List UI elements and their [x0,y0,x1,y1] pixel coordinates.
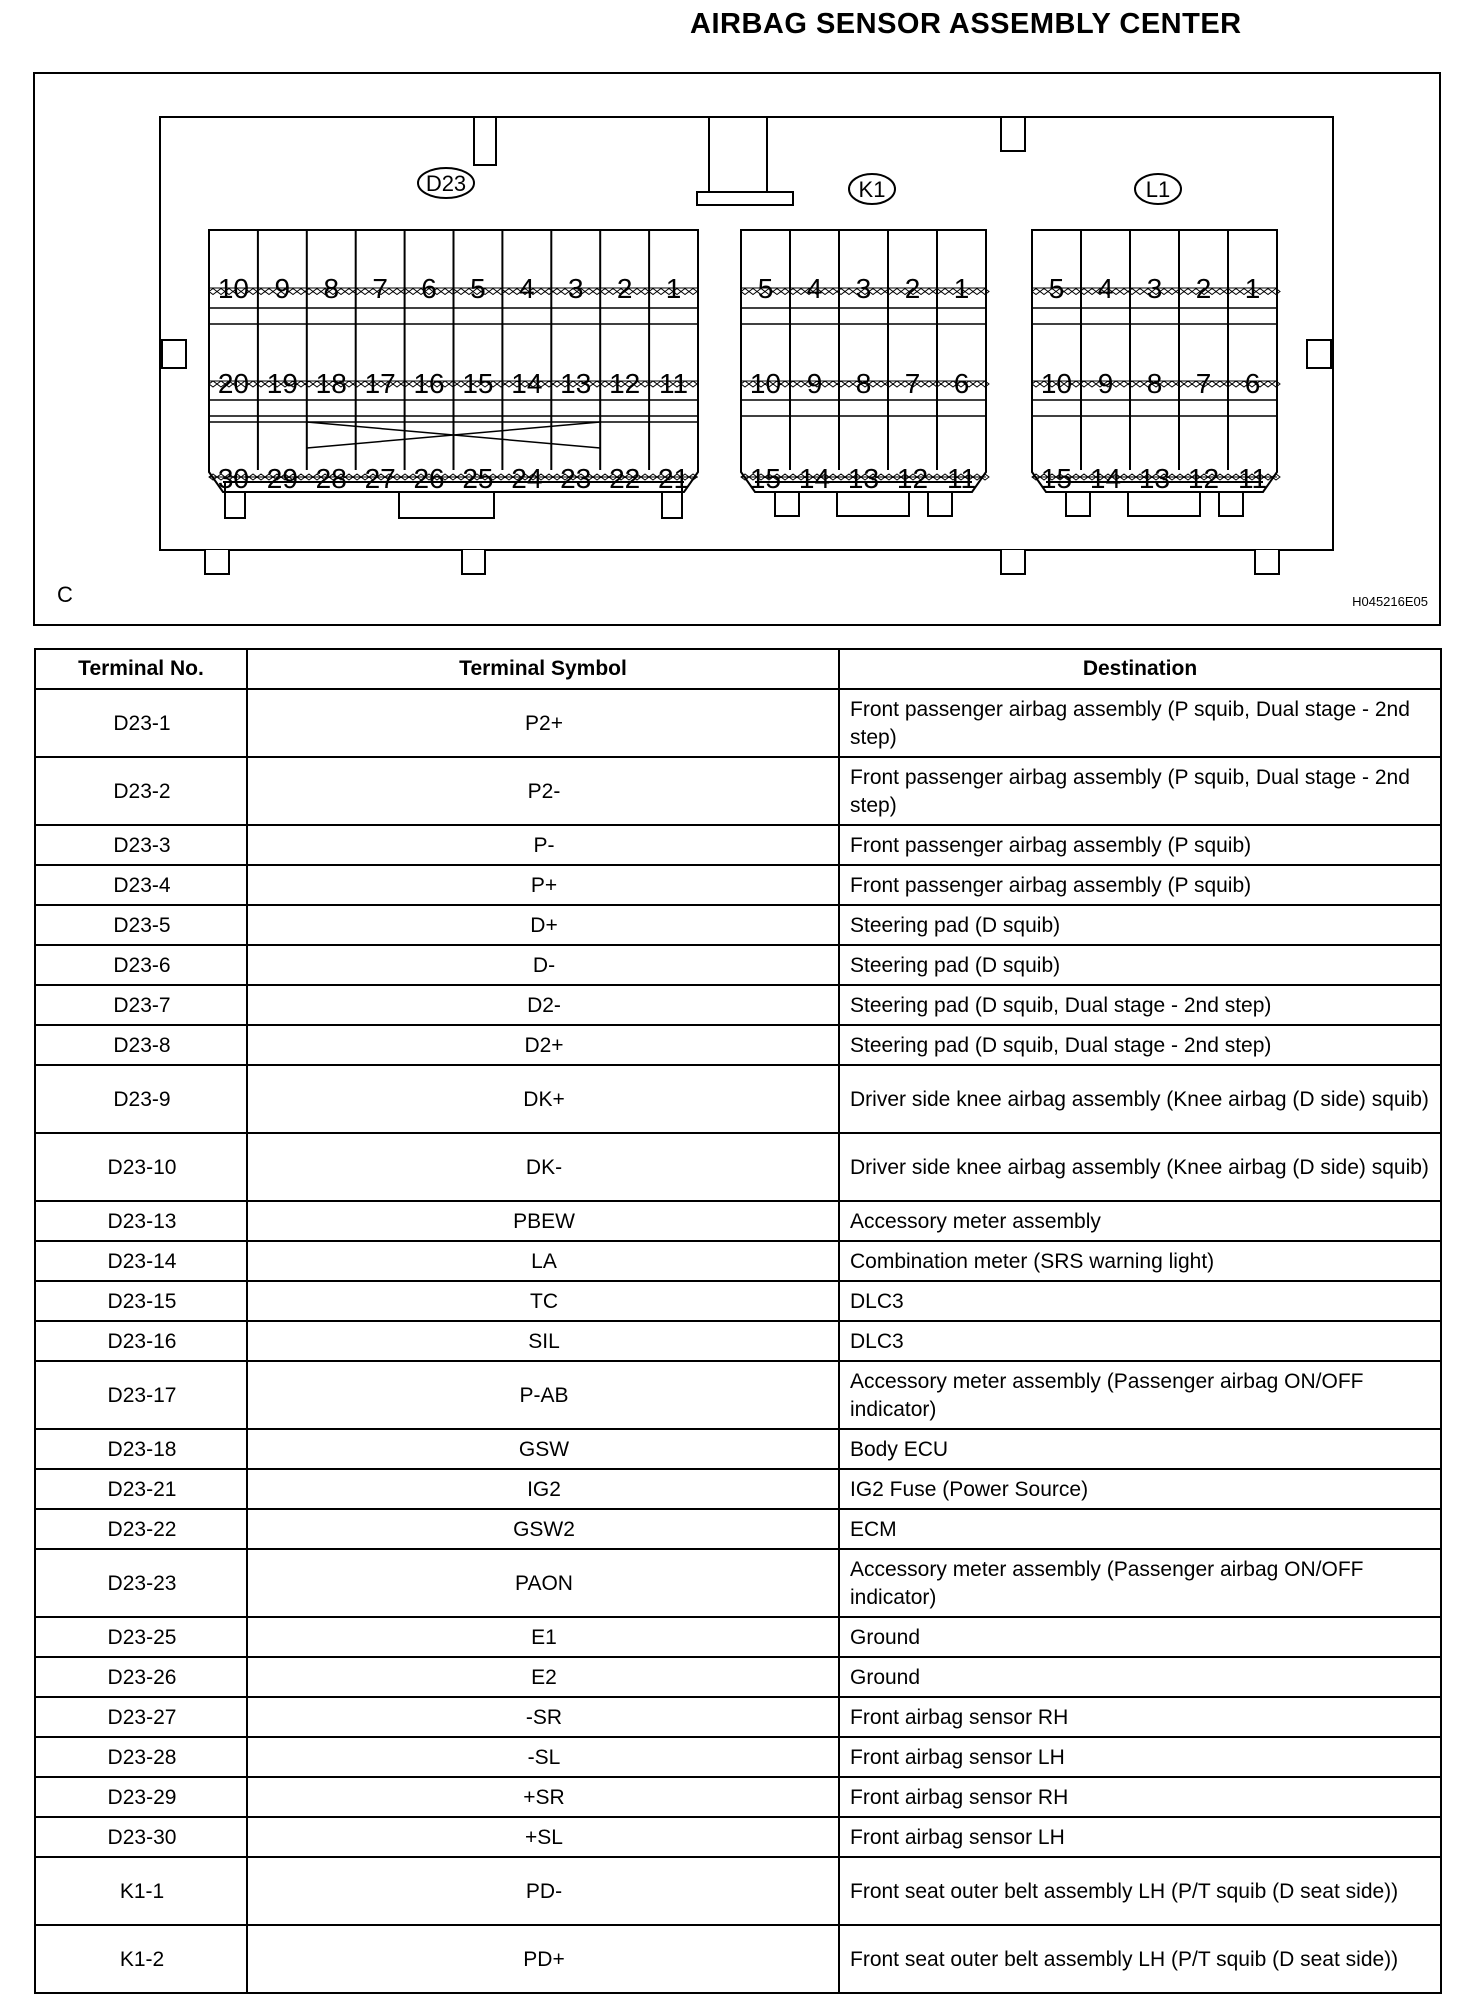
terminal-no-cell: D23-9 [35,1065,247,1133]
terminal-no-cell: D23-30 [35,1817,247,1857]
terminal-no-cell: D23-6 [35,945,247,985]
terminal-symbol-cell: DK+ [247,1065,839,1133]
terminal-no-cell: D23-15 [35,1281,247,1321]
pin-number: 6 [1244,368,1261,399]
connector-label: D23 [425,171,467,196]
table-row [35,1469,1441,1509]
pin-number: 1 [665,273,682,304]
pin-number: 2 [904,273,921,304]
pin-number: 12 [609,368,641,399]
pin-number: 19 [266,368,298,399]
terminal-no-cell: D23-14 [35,1241,247,1281]
terminal-no-cell: D23-23 [35,1549,247,1617]
table-row [35,1361,1441,1429]
pin-number: 16 [413,368,445,399]
table-row [35,905,1441,945]
pin-number: 13 [560,368,592,399]
destination-cell: Front seat outer belt assembly LH (P/T squib (D seat side)) [839,1925,1441,1993]
pin-number: 3 [855,273,872,304]
terminal-symbol-cell: -SL [247,1737,839,1777]
table-row [35,1857,1441,1925]
pin-number: 4 [519,273,535,304]
pin-number: 1 [1244,273,1261,304]
table-row [35,1549,1441,1617]
pin-number: 8 [1146,368,1163,399]
pin-number: 9 [274,273,291,304]
table-row [35,1429,1441,1469]
terminal-no-cell: D23-3 [35,825,247,865]
pin-number: 30 [217,463,250,494]
destination-cell: Body ECU [839,1429,1441,1469]
table-row [35,945,1441,985]
connector-l1 [1032,174,1280,516]
pin-number: 20 [217,368,250,399]
pin-number: 24 [511,463,543,494]
terminal-symbol-cell: -SR [247,1697,839,1737]
pin-number: 11 [1237,463,1268,494]
destination-cell: Front airbag sensor RH [839,1697,1441,1737]
connector-outline [741,230,986,492]
pin-number: 9 [1097,368,1114,399]
terminal-no-cell: K1-1 [35,1857,247,1925]
table-row [35,1777,1441,1817]
destination-cell: DLC3 [839,1321,1441,1361]
pin-number: 12 [1187,463,1220,494]
destination-cell: Front airbag sensor RH [839,1777,1441,1817]
pin-number: 3 [567,273,584,304]
terminal-symbol-cell: SIL [247,1321,839,1361]
pin-number: 14 [1089,463,1122,494]
terminal-symbol-cell: DK- [247,1133,839,1201]
terminal-no-cell: D23-7 [35,985,247,1025]
pin-number: 21 [657,463,690,494]
terminal-symbol-cell: GSW [247,1429,839,1469]
destination-cell: Driver side knee airbag assembly (Knee airbag (D side) squib) [839,1065,1441,1133]
pin-number: 15 [749,463,782,494]
pin-number: 14 [511,368,543,399]
pin-number: 5 [757,273,774,304]
terminal-no-cell: D23-26 [35,1657,247,1697]
terminal-no-cell: D23-5 [35,905,247,945]
destination-cell: Driver side knee airbag assembly (Knee airbag (D side) squib) [839,1133,1441,1201]
pin-number: 5 [470,273,486,304]
destination-cell: ECM [839,1509,1441,1549]
pin-number: 6 [953,368,970,399]
terminal-no-cell: D23-1 [35,689,247,757]
pin-number: 7 [372,273,388,304]
terminal-symbol-cell: P2+ [247,689,839,757]
view-letter: C [57,582,73,607]
header-terminal-symbol: Terminal Symbol [247,649,839,689]
table-row [35,1241,1441,1281]
table-row [35,1817,1441,1857]
pin-number: 6 [421,273,437,304]
table-row [35,1509,1441,1549]
destination-cell: Steering pad (D squib) [839,945,1441,985]
pin-number: 10 [1040,368,1073,399]
table-row [35,1657,1441,1697]
pin-number: 22 [609,463,641,494]
terminal-no-cell: D23-10 [35,1133,247,1201]
terminal-no-cell: D23-8 [35,1025,247,1065]
pin-table [34,648,1442,1994]
table-row [35,1065,1441,1133]
pin-number: 11 [659,368,689,399]
table-row [35,985,1441,1025]
pin-number: 15 [1040,463,1073,494]
connector-label: L1 [1145,177,1171,202]
terminal-symbol-cell: TC [247,1281,839,1321]
terminal-no-cell: D23-28 [35,1737,247,1777]
header-terminal-no: Terminal No. [35,649,247,689]
pin-number: 13 [1138,463,1171,494]
table-row [35,757,1441,825]
pin-number: 28 [315,463,347,494]
destination-cell: Combination meter (SRS warning light) [839,1241,1441,1281]
destination-cell: Front seat outer belt assembly LH (P/T squib (D seat side)) [839,1857,1441,1925]
pin-number: 4 [1097,273,1114,304]
destination-cell: Steering pad (D squib, Dual stage - 2nd step) [839,1025,1441,1065]
destination-cell: Steering pad (D squib) [839,905,1441,945]
terminal-symbol-cell: D- [247,945,839,985]
terminal-no-cell: D23-16 [35,1321,247,1361]
pin-number: 8 [855,368,872,399]
pin-number: 26 [413,463,445,494]
destination-cell: Accessory meter assembly (Passenger airbag ON/OFF indicator) [839,1361,1441,1429]
terminal-no-cell: D23-18 [35,1429,247,1469]
terminal-symbol-cell: P2- [247,757,839,825]
table-row [35,1617,1441,1657]
terminal-symbol-cell: E1 [247,1617,839,1657]
connector-outline [1032,230,1277,492]
pin-number: 7 [1195,368,1212,399]
destination-cell: IG2 Fuse (Power Source) [839,1469,1441,1509]
page-title: AIRBAG SENSOR ASSEMBLY CENTER [690,8,1242,40]
connector-d23 [209,168,698,518]
destination-cell: Front passenger airbag assembly (P squib, Dual stage - 2nd step) [839,689,1441,757]
destination-cell: Front passenger airbag assembly (P squib) [839,865,1441,905]
pin-number: 18 [315,368,347,399]
terminal-symbol-cell: PAON [247,1549,839,1617]
terminal-symbol-cell: GSW2 [247,1509,839,1549]
pin-number: 3 [1146,273,1163,304]
destination-cell: Ground [839,1617,1441,1657]
terminal-symbol-cell: E2 [247,1657,839,1697]
terminal-symbol-cell: P+ [247,865,839,905]
pin-number: 17 [364,368,396,399]
pin-number: 10 [217,273,250,304]
table-row [35,1133,1441,1201]
terminal-symbol-cell: IG2 [247,1469,839,1509]
terminal-no-cell: D23-2 [35,757,247,825]
pin-number: 9 [806,368,823,399]
connector-label: K1 [858,177,886,202]
table-row [35,1925,1441,1993]
figure-code: H045216E05 [1352,594,1428,609]
destination-cell: Front airbag sensor LH [839,1737,1441,1777]
connector-k1 [741,174,989,516]
terminal-no-cell: D23-29 [35,1777,247,1817]
pin-number: 27 [364,463,396,494]
terminal-symbol-cell: P-AB [247,1361,839,1429]
pin-number: 13 [847,463,880,494]
pin-number: 25 [462,463,494,494]
destination-cell: Accessory meter assembly [839,1201,1441,1241]
pin-number: 29 [266,463,298,494]
pin-number: 4 [806,273,823,304]
terminal-no-cell: K1-2 [35,1925,247,1993]
table-row [35,1737,1441,1777]
pin-number: 2 [1195,273,1212,304]
header-destination: Destination [839,649,1441,689]
terminal-no-cell: D23-25 [35,1617,247,1657]
pin-number: 8 [323,273,340,304]
table-row [35,1201,1441,1241]
table-row [35,1281,1441,1321]
terminal-symbol-cell: PD- [247,1857,839,1925]
terminal-no-cell: D23-13 [35,1201,247,1241]
pin-number: 15 [462,368,494,399]
terminal-symbol-cell: PBEW [247,1201,839,1241]
pin-number: 2 [616,273,633,304]
destination-cell: Front passenger airbag assembly (P squib) [839,825,1441,865]
terminal-no-cell: D23-17 [35,1361,247,1429]
destination-cell: Steering pad (D squib, Dual stage - 2nd step) [839,985,1441,1025]
pin-number: 11 [946,463,977,494]
connector-diagram [33,72,1441,628]
destination-cell: Ground [839,1657,1441,1697]
terminal-symbol-cell: LA [247,1241,839,1281]
pin-number: 7 [904,368,921,399]
terminal-no-cell: D23-27 [35,1697,247,1737]
pin-number: 5 [1048,273,1065,304]
terminal-symbol-cell: +SR [247,1777,839,1817]
terminal-no-cell: D23-21 [35,1469,247,1509]
destination-cell: Accessory meter assembly (Passenger airbag ON/OFF indicator) [839,1549,1441,1617]
terminal-symbol-cell: +SL [247,1817,839,1857]
table-row [35,1697,1441,1737]
terminal-no-cell: D23-4 [35,865,247,905]
table-row [35,865,1441,905]
destination-cell: DLC3 [839,1281,1441,1321]
pin-number: 23 [560,463,592,494]
table-row [35,1321,1441,1361]
destination-cell: Front passenger airbag assembly (P squib, Dual stage - 2nd step) [839,757,1441,825]
terminal-symbol-cell: PD+ [247,1925,839,1993]
terminal-symbol-cell: D+ [247,905,839,945]
pin-number: 12 [896,463,929,494]
pin-number: 14 [798,463,831,494]
destination-cell: Front airbag sensor LH [839,1817,1441,1857]
terminal-symbol-cell: D2- [247,985,839,1025]
table-row [35,825,1441,865]
table-row [35,689,1441,757]
pin-number: 1 [953,273,970,304]
table-row [35,1025,1441,1065]
terminal-no-cell: D23-22 [35,1509,247,1549]
terminal-symbol-cell: D2+ [247,1025,839,1065]
terminal-symbol-cell: P- [247,825,839,865]
pin-number: 10 [749,368,782,399]
